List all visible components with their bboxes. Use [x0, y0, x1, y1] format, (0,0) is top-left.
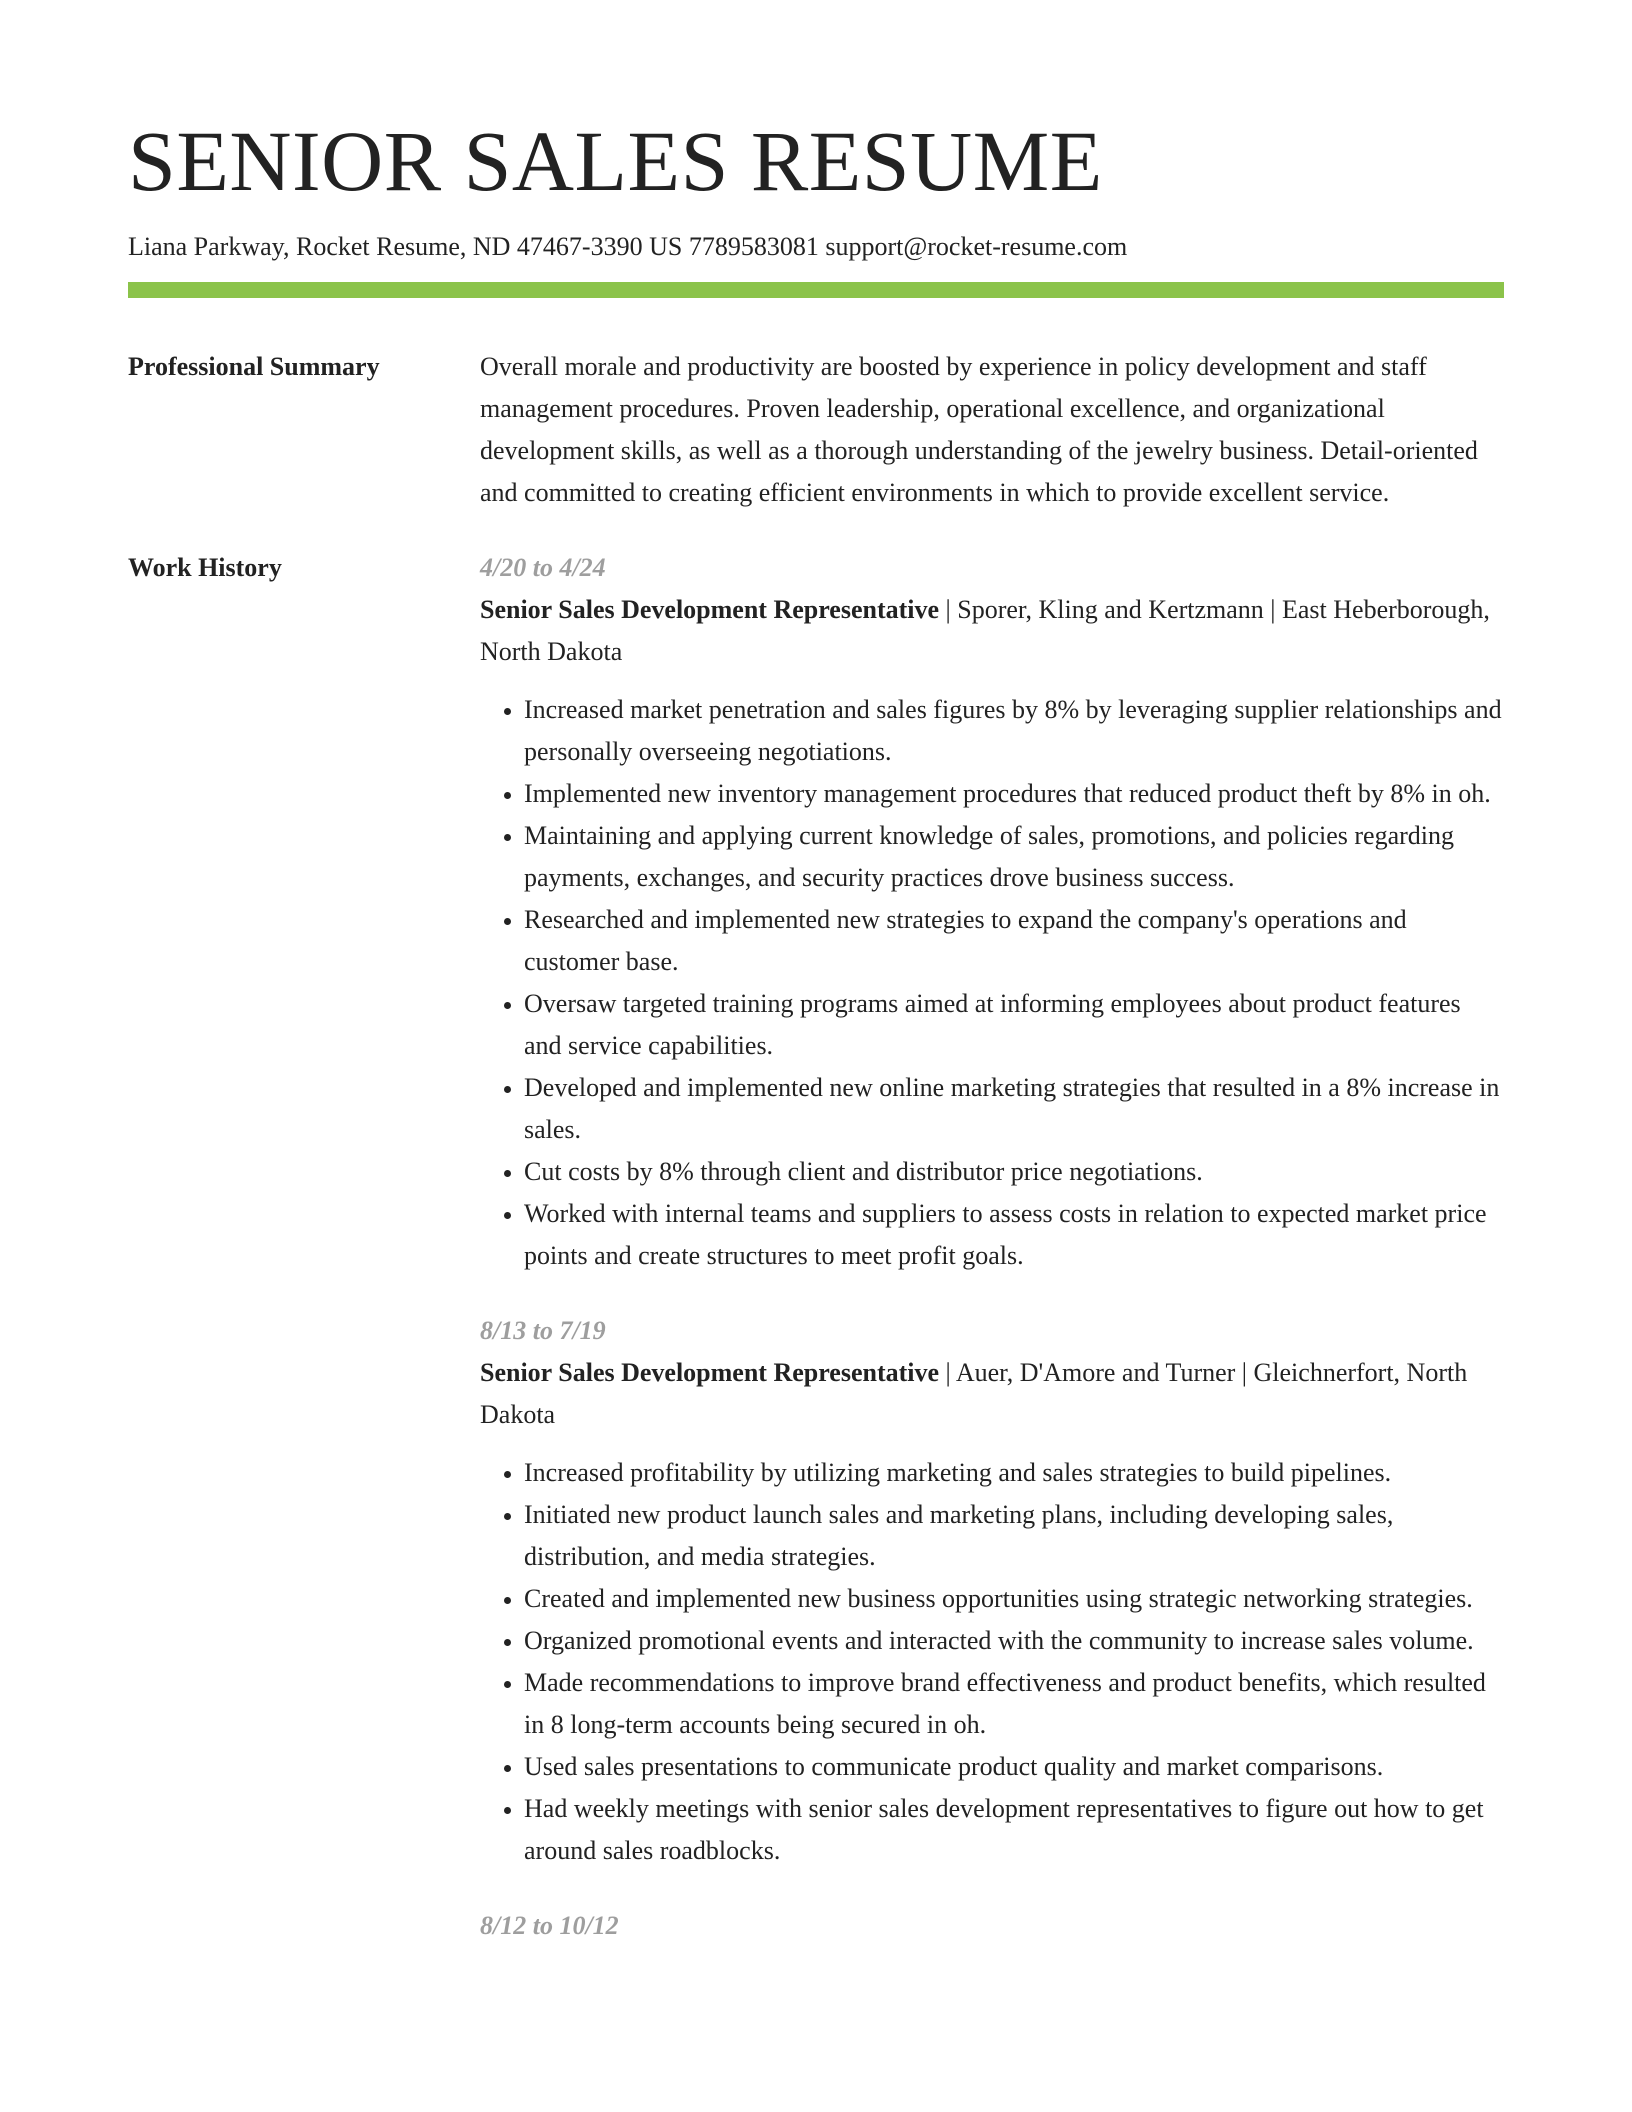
work-history-section	[128, 547, 1504, 1947]
resume-title: SENIOR SALES RESUME	[128, 113, 1103, 209]
header-divider	[128, 282, 1504, 298]
contact-line	[128, 231, 1504, 262]
resume-header	[128, 113, 1504, 298]
list-item: • Increased profitability by utilizing marketing and sales strategies to build pipelines.	[524, 1452, 1504, 1494]
job-company-location: | Auer, D'Amore and Turner | Gleichnerfort, North Dakota	[480, 1358, 1468, 1430]
list-item: • Researched and implemented new strategies to expand the company's operations and customer base.	[524, 899, 1504, 983]
job-heading	[480, 589, 1504, 673]
list-item: • Made recommendations to improve brand effectiveness and product benefits, which resulted in 8 long-term accounts being secured in oh.	[524, 1662, 1504, 1746]
list-item: • Had weekly meetings with senior sales development representatives to figure out how to get around sales roadblocks.	[524, 1788, 1504, 1872]
list-item: • Cut costs by 8% through client and distributor price negotiations.	[524, 1151, 1504, 1193]
contact-phone: 7789583081	[688, 232, 819, 261]
job-dates: 8/12 to 10/12	[480, 1911, 619, 1941]
section-title-work-history: Work History	[128, 553, 282, 583]
job-bullet-list	[480, 689, 1504, 1277]
contact-address: Liana Parkway, Rocket Resume, ND 47467-3390 US	[128, 232, 683, 261]
list-item: • Organized promotional events and interacted with the community to increase sales volume.	[524, 1620, 1504, 1662]
job-dates: 8/13 to 7/19	[480, 1316, 606, 1346]
list-item: • Worked with internal teams and suppliers to assess costs in relation to expected market price points and create structures to meet profit goals.	[524, 1193, 1504, 1277]
work-history-list	[480, 547, 1504, 1947]
list-item: • Implemented new inventory management procedures that reduced product theft by 8% in oh.	[524, 773, 1504, 815]
list-item: • Initiated new product launch sales and marketing plans, including developing sales, distribution, and media strategies.	[524, 1494, 1504, 1578]
job-title: Senior Sales Development Representative	[480, 595, 940, 625]
contact-email: support@rocket-resume.com	[825, 232, 1128, 261]
summary-body	[480, 346, 1504, 514]
job-entry	[480, 1310, 1504, 1872]
job-entry	[480, 547, 1504, 1277]
list-item: • Created and implemented new business opportunities using strategic networking strategies.	[524, 1578, 1504, 1620]
job-dates: 4/20 to 4/24	[480, 553, 606, 583]
list-item: • Maintaining and applying current knowledge of sales, promotions, and policies regarding payments, exchanges, and security practices drove business success.	[524, 815, 1504, 899]
job-heading	[480, 1352, 1504, 1436]
resume-page	[128, 113, 1504, 1947]
job-title: Senior Sales Development Representative	[480, 1358, 940, 1388]
summary-text: Overall morale and productivity are boosted by experience in policy development and staff management procedures. Proven leadership, operational excellence, and organizational development skills, as well as a thorough understanding of the jewelry business. Detail-oriented and committed to creating efficient environments in which to provide excellent service.	[480, 352, 1478, 508]
job-bullet-list	[480, 1452, 1504, 1872]
list-item: • Developed and implemented new online marketing strategies that resulted in a 8% increase in sales.	[524, 1067, 1504, 1151]
list-item: • Used sales presentations to communicate product quality and market comparisons.	[524, 1746, 1504, 1788]
section-title-summary: Professional Summary	[128, 352, 380, 382]
list-item: • Oversaw targeted training programs aimed at informing employees about product features and service capabilities.	[524, 983, 1504, 1067]
professional-summary-section	[128, 346, 1504, 514]
job-company-location: | Sporer, Kling and Kertzmann | East Heberborough, North Dakota	[480, 595, 1490, 667]
list-item: • Increased market penetration and sales figures by 8% by leveraging supplier relationships and personally overseeing negotiations.	[524, 689, 1504, 773]
job-entry	[480, 1905, 1504, 1947]
